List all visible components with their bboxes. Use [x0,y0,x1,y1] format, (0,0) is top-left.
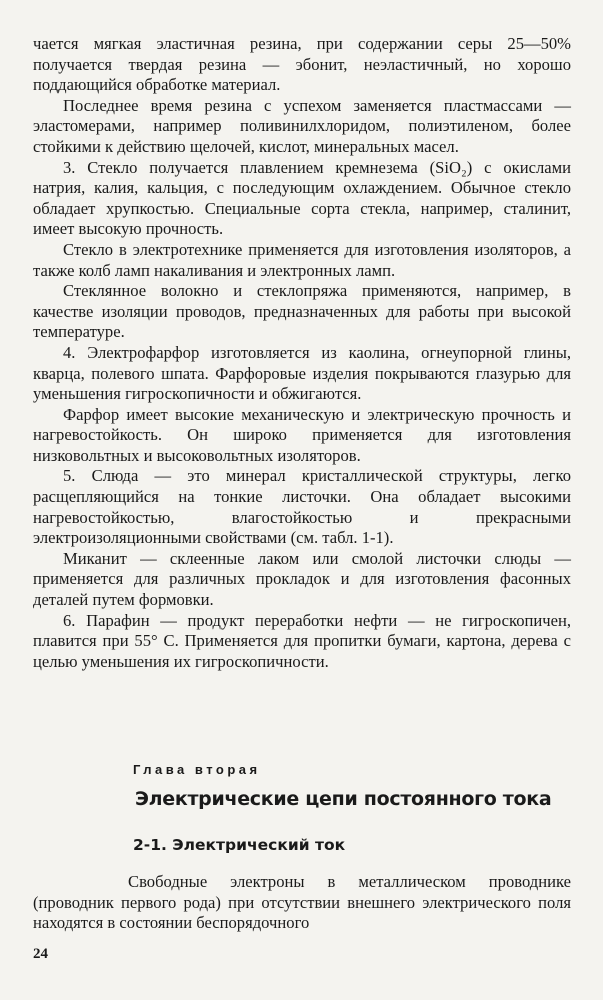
chapter-title: Электрические цепи постоянного тока [135,788,552,810]
paragraph-porcelain-properties: Фарфор имеет высокие механическую и электрическую прочность и нагревостойкость. Он широко применяется для изготовления низковольтных и высоковольтных изоляторов. [33,404,571,465]
body-text-bottom [33,872,571,934]
section-title: 2-1. Электрический ток [133,836,346,854]
paragraph-glass-fiber: Стеклянное волокно и стеклопряжа применяются, например, в качестве изоляции проводов, предназначенных для работы при высокой температуре. [33,281,571,342]
paragraph-mica: 5. Слюда — это минерал кристаллической структуры, легко расщепляющийся на тонкие листочки. Она обладает высокими нагревостойкостью, влагостойкостью и прекрасными электроизоляционными свойствами (см. табл. 1-1). [33,466,571,548]
page-number: 24 [33,946,48,962]
paragraph-free-electrons: Свободные электроны в металлическом проводнике (проводник первого рода) при отсутствии внешнего электрического поля находятся в состоянии беспорядочного [33,872,571,933]
paragraph-glass-usage: Стекло в электротехнике применяется для изготовления изоляторов, а также колб ламп накаливания и электронных ламп. [33,239,571,280]
chapter-label: Глава вторая [133,762,261,777]
paragraph-paraffin: 6. Парафин — продукт переработки нефти — не гигроскопичен, плавится при 55° С. Применяется для пропитки бумаги, картона, дерева с целью уменьшения их гигроскопичности. [33,610,571,671]
paragraph-micanite: Миканит — склеенные лаком или смолой листочки слюды — применяется для различных прокладок и для изготовления фасонных деталей путем формовки. [33,548,571,610]
paragraph-glass: 3. Стекло получается плавлением кремнезема (SiO₂) с окислами натрия, калия, кальция, с последующим охлаждением. Обычное стекло обладает хрупкостью. Специальные сорта стекла, например, сталинит, имеет высокую прочность. [33,157,571,239]
paragraph-rubber-continuation: чается мягкая эластичная резина, при содержании серы 25—50% получается твердая резина — эбонит, неэластичный, но хорошо поддающийся обработке материал. [33,34,571,95]
paragraph-plastics: Последнее время резина с успехом заменяется пластмассами — эластомерами, например поливинилхлоридом, полиэтиленом, более стойкими к действию щелочей, кислот, минеральных масел. [33,95,571,156]
body-text-top [33,34,571,672]
paragraph-porcelain: 4. Электрофарфор изготовляется из каолина, огнеупорной глины, кварца, полевого шпата. Фарфоровые изделия покрываются глазурью для уменьшения гигроскопичности и обжигаются. [33,342,571,404]
